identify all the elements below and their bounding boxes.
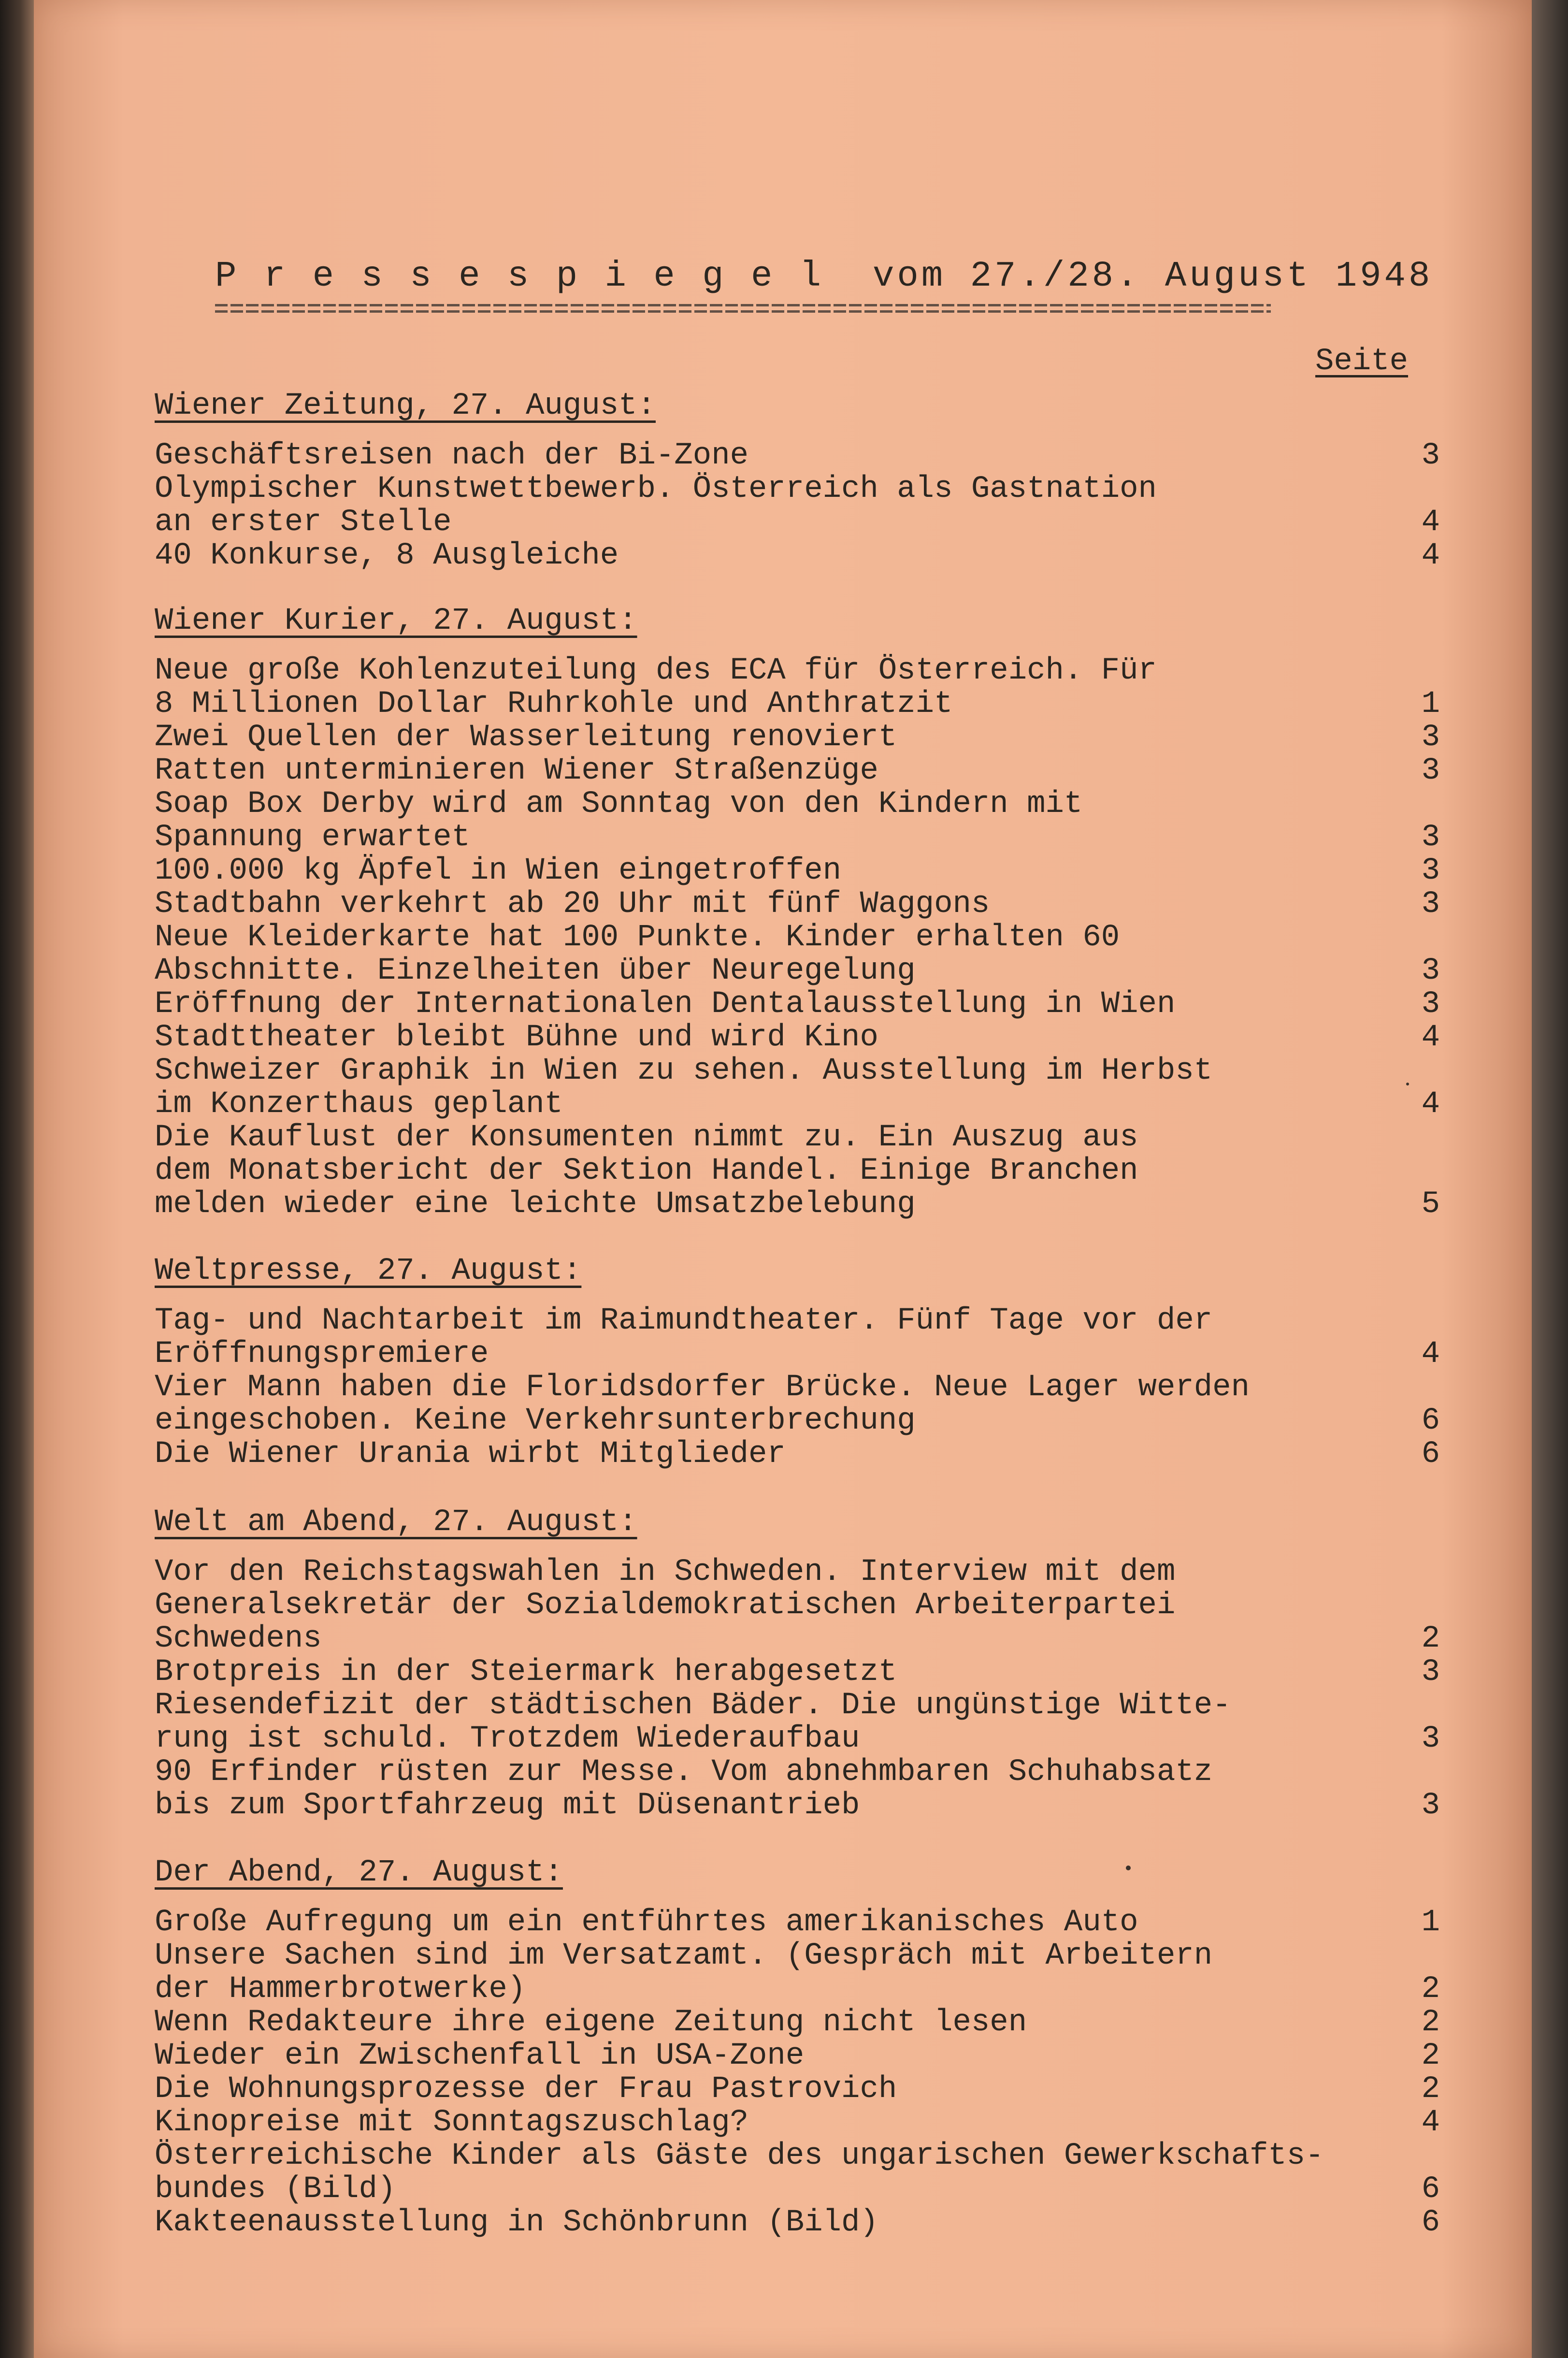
section-wiener-kurier <box>155 604 1450 1221</box>
article-title: Kinopreise mit Sonntagszuschlag? <box>155 2105 748 2140</box>
list-item <box>155 1055 1450 1121</box>
list-item <box>155 788 1450 854</box>
ink-speck <box>1406 1083 1409 1085</box>
page-column-label: Seite <box>1315 344 1409 379</box>
list-item <box>155 854 1450 888</box>
list-item <box>155 1304 1450 1371</box>
list-item <box>155 754 1450 788</box>
article-title: 90 Erfinder rüsten zur Messe. Vom abnehmbaren Schuhabsatz bis zum Sportfahrzeug mit Düsenantrieb <box>155 1755 1213 1823</box>
article-title: 100.000 kg Äpfel in Wien eingetroffen <box>155 854 842 888</box>
article-title: Neue Kleiderkarte hat 100 Punkte. Kinder erhalten 60 Abschnitte. Einzelheiten über Neuregelung <box>155 920 1120 988</box>
article-title: Österreichische Kinder als Gäste des ungarischen Gewerkschafts- bundes (Bild) <box>155 2139 1324 2207</box>
page-number: 3 <box>1421 1788 1440 1823</box>
article-title: Die Wohnungsprozesse der Frau Pastrovich <box>155 2072 897 2107</box>
section-heading: Der Abend, 27. August: <box>155 1855 563 1890</box>
list-item <box>155 1906 1450 1939</box>
section-heading: Wiener Zeitung, 27. August: <box>155 389 656 423</box>
document-page <box>34 0 1532 2358</box>
page-number: 2 <box>1421 2039 1440 2073</box>
list-item <box>155 2106 1450 2140</box>
section-heading: Welt am Abend, 27. August: <box>155 1505 637 1540</box>
article-title: Vier Mann haben die Floridsdorfer Brücke. Neue Lager werden eingeschoben. Keine Verkehrsunterbrechung <box>155 1370 1250 1438</box>
page-number: 4 <box>1421 538 1440 573</box>
article-title: Geschäftsreisen nach der Bi-Zone <box>155 438 748 473</box>
page-edge <box>1532 0 1568 2358</box>
page-number: 3 <box>1421 820 1440 855</box>
list-item <box>155 1689 1450 1756</box>
page-number: 4 <box>1421 505 1440 540</box>
page-number: 4 <box>1421 2105 1440 2140</box>
article-title: Stadttheater bleibt Bühne und wird Kino <box>155 1020 878 1055</box>
list-item <box>155 2073 1450 2106</box>
page-number: 2 <box>1421 1972 1440 2007</box>
page-number: 2 <box>1421 2072 1440 2107</box>
list-item <box>155 654 1450 721</box>
article-title: Eröffnung der Internationalen Dentalausstellung in Wien <box>155 987 1176 1022</box>
section-heading: Weltpresse, 27. August: <box>155 1254 582 1288</box>
article-title: Riesendefizit der städtischen Bäder. Die ungünstige Witte- rung ist schuld. Trotzdem Wiederaufbau <box>155 1688 1231 1756</box>
page-number: 3 <box>1421 987 1440 1022</box>
list-item <box>155 2206 1450 2240</box>
page-number: 2 <box>1421 2005 1440 2040</box>
page-number: 3 <box>1421 887 1440 922</box>
page-number: 3 <box>1421 854 1440 888</box>
page-number: 4 <box>1421 1087 1440 1122</box>
list-item <box>155 921 1450 988</box>
book-spine <box>0 0 34 2358</box>
list-item <box>155 473 1450 539</box>
list-item <box>155 439 1450 473</box>
article-title: Kakteenausstellung in Schönbrunn (Bild) <box>155 2205 878 2240</box>
ink-speck <box>1126 1866 1131 1870</box>
article-title: Zwei Quellen der Wasserleitung renoviert <box>155 720 897 755</box>
article-title: Neue große Kohlenzuteilung des ECA für Österreich. Für 8 Millionen Dollar Ruhrkohle und Anthratzit <box>155 653 1157 722</box>
page-number: 6 <box>1421 2172 1440 2207</box>
page-number: 6 <box>1421 1403 1440 1438</box>
page-number: 6 <box>1421 2205 1440 2240</box>
article-title: Ratten unterminieren Wiener Straßenzüge <box>155 753 878 788</box>
article-title: Vor den Reichstagswahlen in Schweden. Interview mit dem Generalsekretär der Sozialdemokratischen Arbeiterpartei Schwedens <box>155 1555 1176 1656</box>
article-title: Die Kauflust der Konsumenten nimmt zu. Ein Auszug aus dem Monatsbericht der Sektion Handel. Einige Branchen melden wieder eine leichte Umsatzbelebung <box>155 1120 1138 1222</box>
section-weltpresse <box>155 1254 1450 1471</box>
list-item <box>155 1756 1450 1823</box>
section-der-abend <box>155 1856 1450 2240</box>
list-item <box>155 2140 1450 2206</box>
article-title: Wieder ein Zwischenfall in USA-Zone <box>155 2039 805 2073</box>
page-content <box>34 0 1532 2358</box>
page-number: 4 <box>1421 1337 1440 1372</box>
list-item <box>155 1939 1450 2006</box>
document-title: P r e s s e s p i e g e l vom 27./28. August 1948 <box>215 256 1433 297</box>
page-number: 1 <box>1421 1905 1440 1940</box>
page-number: 3 <box>1421 753 1440 788</box>
page-number: 3 <box>1421 1655 1440 1690</box>
list-item <box>155 721 1450 754</box>
article-title: Soap Box Derby wird am Sonntag von den Kindern mit Spannung erwartet <box>155 787 1083 855</box>
page-number: 3 <box>1421 1721 1440 1756</box>
section-heading: Wiener Kurier, 27. August: <box>155 604 637 638</box>
article-title: Wenn Redakteure ihre eigene Zeitung nicht lesen <box>155 2005 1027 2040</box>
page-number: 3 <box>1421 438 1440 473</box>
page-number: 1 <box>1421 687 1440 722</box>
article-title: Brotpreis in der Steiermark herabgesetzt <box>155 1655 897 1690</box>
list-item <box>155 1121 1450 1221</box>
section-wiener-zeitung <box>155 389 1450 573</box>
list-item <box>155 988 1450 1021</box>
article-title: Große Aufregung um ein entführtes amerikanisches Auto <box>155 1905 1138 1940</box>
article-title: 40 Konkurse, 8 Ausgleiche <box>155 538 619 573</box>
list-item <box>155 1371 1450 1438</box>
list-item <box>155 539 1450 573</box>
page-number: 4 <box>1421 1020 1440 1055</box>
page-number: 6 <box>1421 1437 1440 1472</box>
article-title: Unsere Sachen sind im Versatzamt. (Gespräch mit Arbeitern der Hammerbrotwerke) <box>155 1938 1213 2007</box>
list-item <box>155 2006 1450 2040</box>
list-item <box>155 2040 1450 2073</box>
article-title: Tag- und Nachtarbeit im Raimundtheater. Fünf Tage vor der Eröffnungspremiere <box>155 1303 1213 1372</box>
article-title: Stadtbahn verkehrt ab 20 Uhr mit fünf Waggons <box>155 887 990 922</box>
article-title: Olympischer Kunstwettbewerb. Österreich als Gastnation an erster Stelle <box>155 472 1157 540</box>
list-item <box>155 888 1450 921</box>
section-welt-am-abend <box>155 1505 1450 1823</box>
list-item <box>155 1438 1450 1471</box>
list-item <box>155 1021 1450 1055</box>
page-number: 2 <box>1421 1621 1440 1656</box>
list-item <box>155 1656 1450 1689</box>
article-title: Schweizer Graphik in Wien zu sehen. Ausstellung im Herbst im Konzerthaus geplant <box>155 1054 1213 1122</box>
page-number: 3 <box>1421 954 1440 988</box>
article-title: Die Wiener Urania wirbt Mitglieder <box>155 1437 786 1472</box>
list-item <box>155 1556 1450 1656</box>
title-double-rule <box>215 302 1271 317</box>
page-number: 3 <box>1421 720 1440 755</box>
page-number: 5 <box>1421 1187 1440 1222</box>
